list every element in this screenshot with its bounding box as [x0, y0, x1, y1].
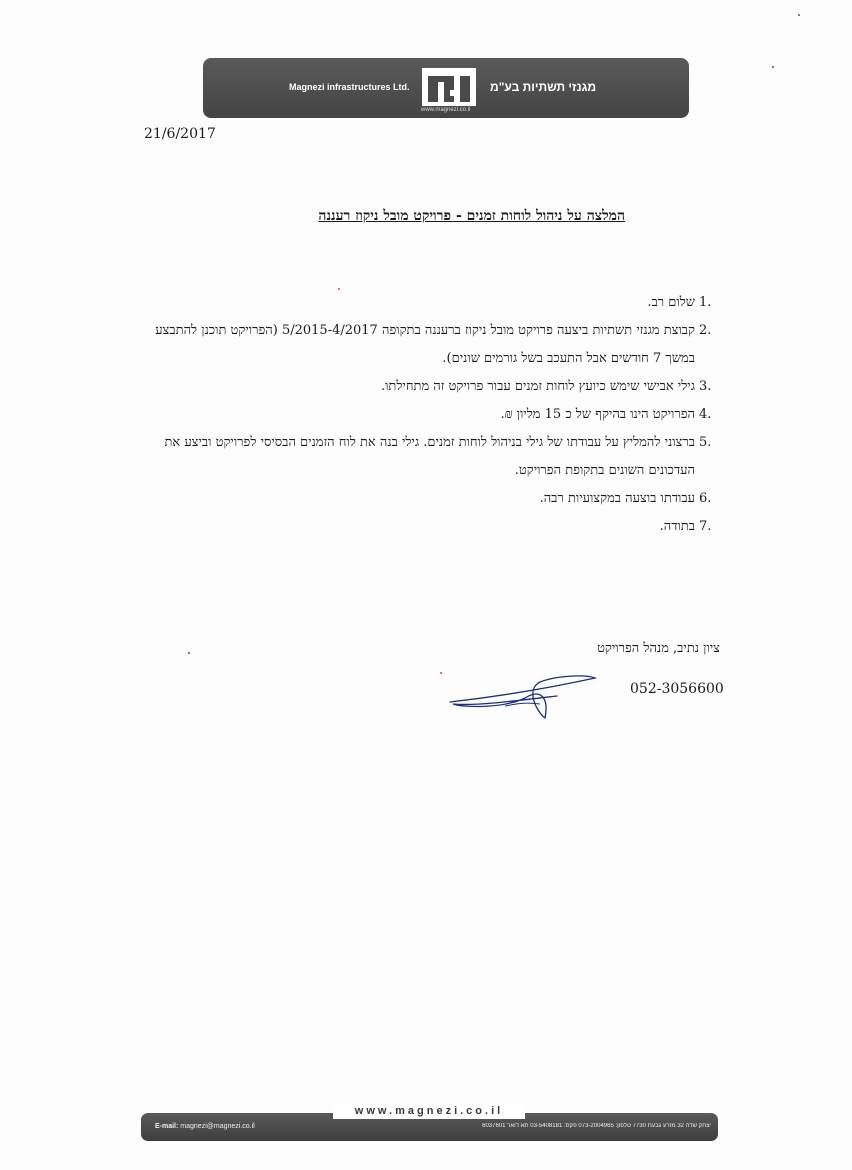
item-number: 7. — [699, 519, 712, 534]
magnezi-logo-icon — [422, 68, 476, 106]
item-text: עבודתו בוצעה במקצועיות רבה. — [539, 491, 695, 506]
list-item — [130, 485, 723, 513]
scan-speck — [338, 288, 340, 290]
scan-speck — [798, 14, 800, 16]
item-text: בתודה. — [659, 519, 695, 534]
email-label: E-mail: — [155, 1123, 179, 1130]
item-text: קבוצת מגנזי תשתיות ביצעה פרויקט מובל ניקוז ברעננה בתקופה 5/2015-4/2017 (הפרויקט תוכנן להתבצע במשך 7 חודשים אבל התעכב בשל גורמים שונים). — [155, 323, 695, 366]
item-text: גילי אבישי שימש כיועץ לוחות זמנים עבור פרויקט זה מתחילתו. — [380, 379, 695, 394]
footer-website: www.magnezi.co.il — [333, 1103, 525, 1119]
item-number: 4. — [699, 407, 712, 422]
scan-speck — [188, 652, 190, 654]
item-number: 1. — [699, 295, 712, 310]
footer-contact-info: יצחק שדה 32 מזרע גבעת 7730 טלפון: 073-2004965 פקס: 03-5408181 תא דואר 6037601 — [482, 1123, 711, 1129]
list-item — [130, 317, 723, 373]
list-item — [130, 429, 723, 485]
handwritten-signature — [445, 668, 605, 723]
item-number: 6. — [699, 491, 712, 506]
item-text: הפרויקט הינו בהיקף של כ 15 מליון ₪. — [500, 407, 695, 422]
item-text: שלום רב. — [647, 295, 695, 310]
letter-date: 21/6/2017 — [144, 126, 216, 142]
list-item — [130, 289, 723, 317]
letter-body-list — [130, 289, 723, 541]
footer-email — [155, 1123, 255, 1130]
item-number: 2. — [699, 323, 712, 338]
item-number: 3. — [699, 379, 712, 394]
letter-subject: המלצה על ניהול לוחות זמנים - פרויקט מובל ניקוז רעננה — [318, 208, 625, 224]
company-name-english: Magnezi infrastructures Ltd. — [289, 82, 410, 92]
list-item — [130, 373, 723, 401]
company-name-hebrew: מגנזי תשתיות בע"מ — [490, 80, 597, 94]
list-item — [130, 513, 723, 541]
item-number: 5. — [699, 435, 712, 450]
email-address: magnezi@magnezi.co.il — [180, 1123, 255, 1130]
list-item — [130, 401, 723, 429]
letterhead-banner — [203, 58, 689, 118]
scan-speck — [440, 672, 442, 674]
signoff-name: ציון נתיב, מנהל הפרויקט — [597, 641, 720, 656]
letterhead-website: www.magnezi.co.il — [421, 107, 471, 113]
scan-speck — [772, 66, 774, 68]
signoff-phone: 052-3056600 — [630, 681, 724, 697]
item-text: ברצוני להמליץ על עבודתו של גילי בניהול לוחות זמנים. גילי בנה את לוח הזמנים הבסיסי לפרויקט וביצע את העדכונים השונים בתקופת הפרויקט. — [164, 435, 695, 478]
